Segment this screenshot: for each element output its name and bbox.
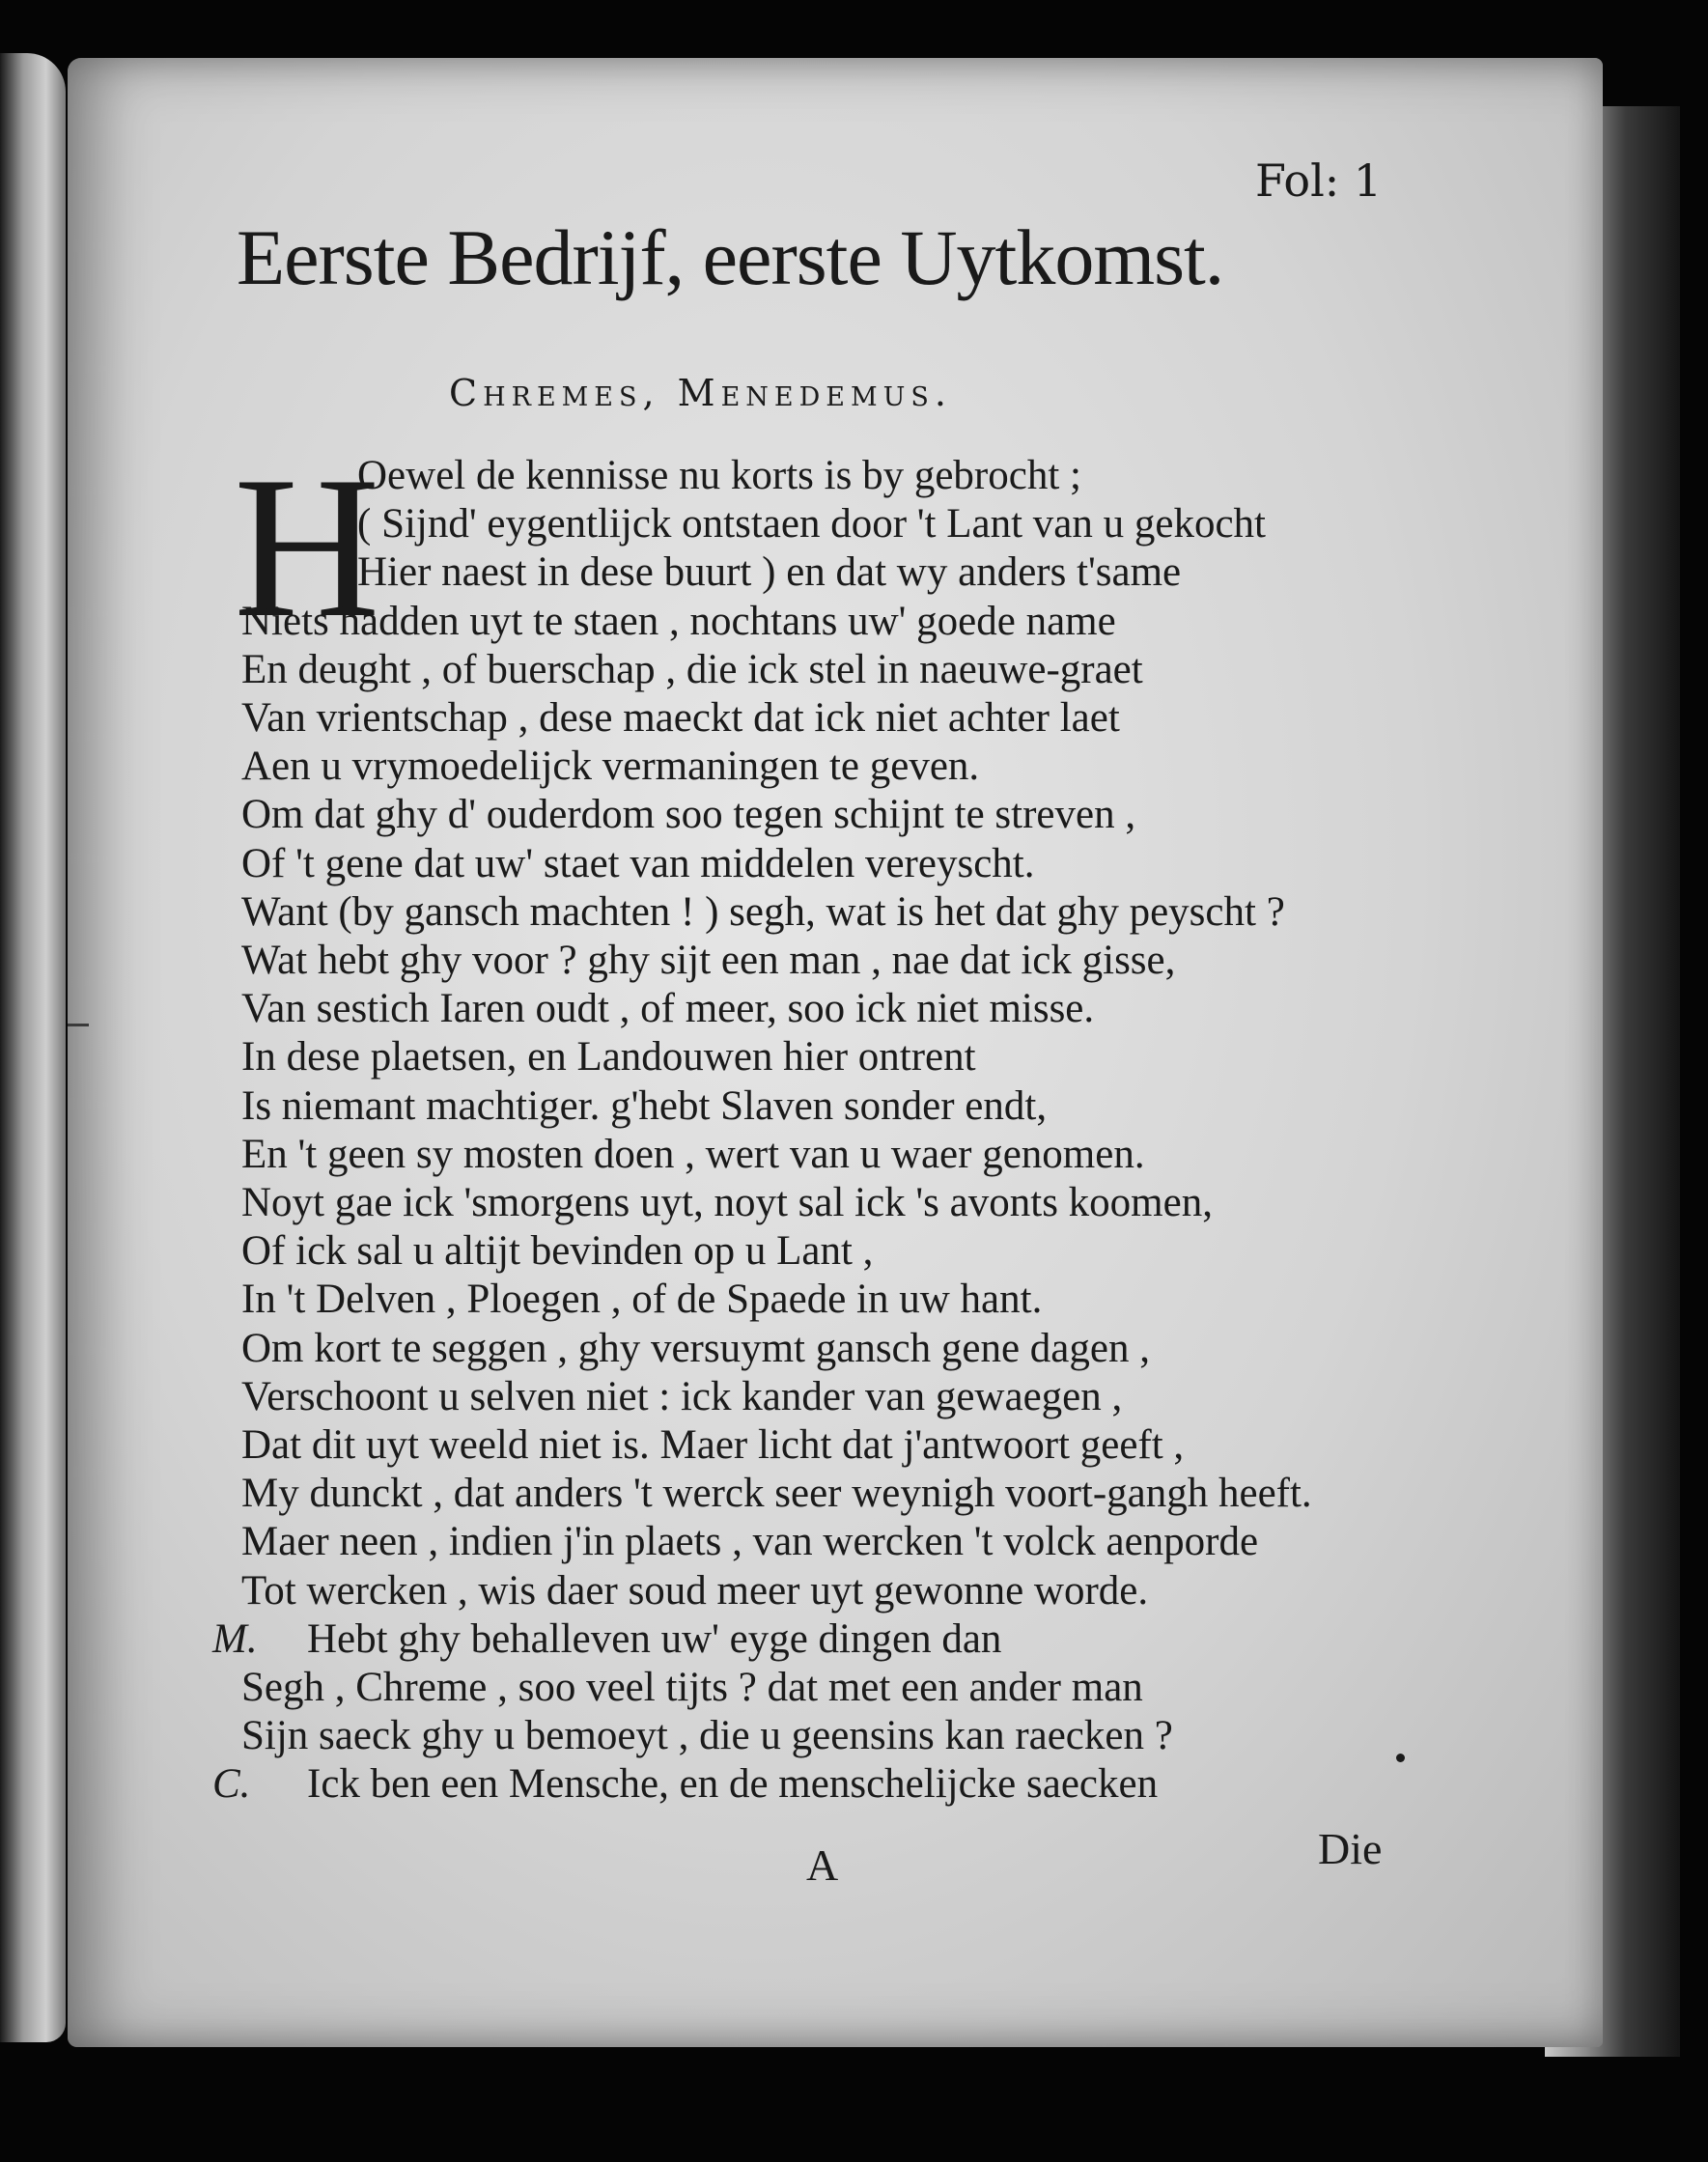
verse-line: ( Sijnd' eygentlijck ontstaen door 't Lant van u gekocht <box>357 501 1266 548</box>
speaker-heading: Chremes, Menedemus. <box>449 372 952 414</box>
act-title: Eerste Bedrijf, eerste Uytkomst. <box>237 213 1224 301</box>
verse-line: Maer neen , indien j'in plaets , van wercken 't volck aenporde <box>241 1519 1259 1565</box>
verse-line: Noyt gae ick 'smorgens uyt, noyt sal ick 's avonts koomen, <box>241 1180 1213 1225</box>
verse-line: Is niemant machtiger. g'hebt Slaven sonder endt, <box>241 1082 1048 1129</box>
verse-line: Of 't gene dat uw' staet van middelen vereyscht. <box>241 840 1035 886</box>
catchword: Die <box>1318 1824 1383 1873</box>
book-page <box>68 58 1603 2047</box>
verse-line: In 't Delven , Ploegen , of de Spaede in uw hant. <box>241 1277 1043 1323</box>
verse-line: En 't geen sy mosten doen , wert van u waer genomen. <box>241 1131 1145 1177</box>
verse-line: Dat dit uyt weeld niet is. Maer licht dat j'antwoort geeft , <box>241 1422 1185 1468</box>
drop-cap: H <box>234 435 380 660</box>
verse-line: Wat hebt ghy voor ? ghy sijt een man , nae dat ick gisse, <box>241 938 1176 983</box>
verse-line: Om dat ghy d' ouderdom soo tegen schijnt te streven , <box>241 792 1136 838</box>
verse-line: En deught , of buerschap , die ick stel in naeuwe-graet <box>241 646 1143 692</box>
verse-line: Oewel de kennisse nu korts is by gebrocht ; <box>357 453 1081 498</box>
verse-line: Hier naest in dese buurt ) en dat wy anders t'same <box>357 549 1182 596</box>
verse-line: Van sestich Iaren oudt , of meer, soo ick niet misse. <box>241 986 1095 1032</box>
verse-line: Of ick sal u altijt bevinden op u Lant , <box>241 1228 874 1275</box>
verse-line: Sijn saeck ghy u bemoeyt , die u geensins kan raecken ? <box>241 1713 1173 1759</box>
verse-line: Want (by gansch machten ! ) segh, wat is het dat ghy peyscht ? <box>241 888 1285 935</box>
verse-line: In dese plaetsen, en Landouwen hier ontrent <box>241 1034 976 1081</box>
folio-number: Fol: 1 <box>1255 154 1383 207</box>
left-page-edge <box>0 53 66 2042</box>
verse-line: Niets hadden uyt te staen , nochtans uw' goede name <box>241 598 1116 644</box>
verse-line: Segh , Chreme , soo veel tijts ? dat met een ander man <box>241 1665 1143 1710</box>
verse-line: Om kort te seggen , ghy versuymt gansch gene dagen , <box>241 1325 1150 1371</box>
margin-dot <box>1396 1754 1405 1762</box>
verse-line: Verschoont u selven niet : ick kander van gewaegen , <box>241 1373 1123 1419</box>
verse-line: My dunckt , dat anders 't werck seer weynigh voort-gangh heeft. <box>241 1471 1312 1517</box>
speaker-tag: M. <box>212 1615 258 1662</box>
signature-mark: A <box>806 1840 839 1890</box>
verse-line: Hebt ghy behalleven uw' eyge dingen dan <box>307 1615 1002 1662</box>
verse-line: Aen u vrymoedelijck vermaningen te geven. <box>241 744 980 790</box>
verse-line: Tot wercken , wis daer soud meer uyt gewonne worde. <box>241 1567 1149 1614</box>
verse-line: Ick ben een Mensche, en de menschelijcke saecken <box>307 1761 1159 1808</box>
verse-line: Van vrientschap , dese maeckt dat ick niet achter laet <box>241 695 1120 741</box>
speaker-tag: C. <box>212 1761 251 1808</box>
margin-mark <box>68 1024 89 1026</box>
